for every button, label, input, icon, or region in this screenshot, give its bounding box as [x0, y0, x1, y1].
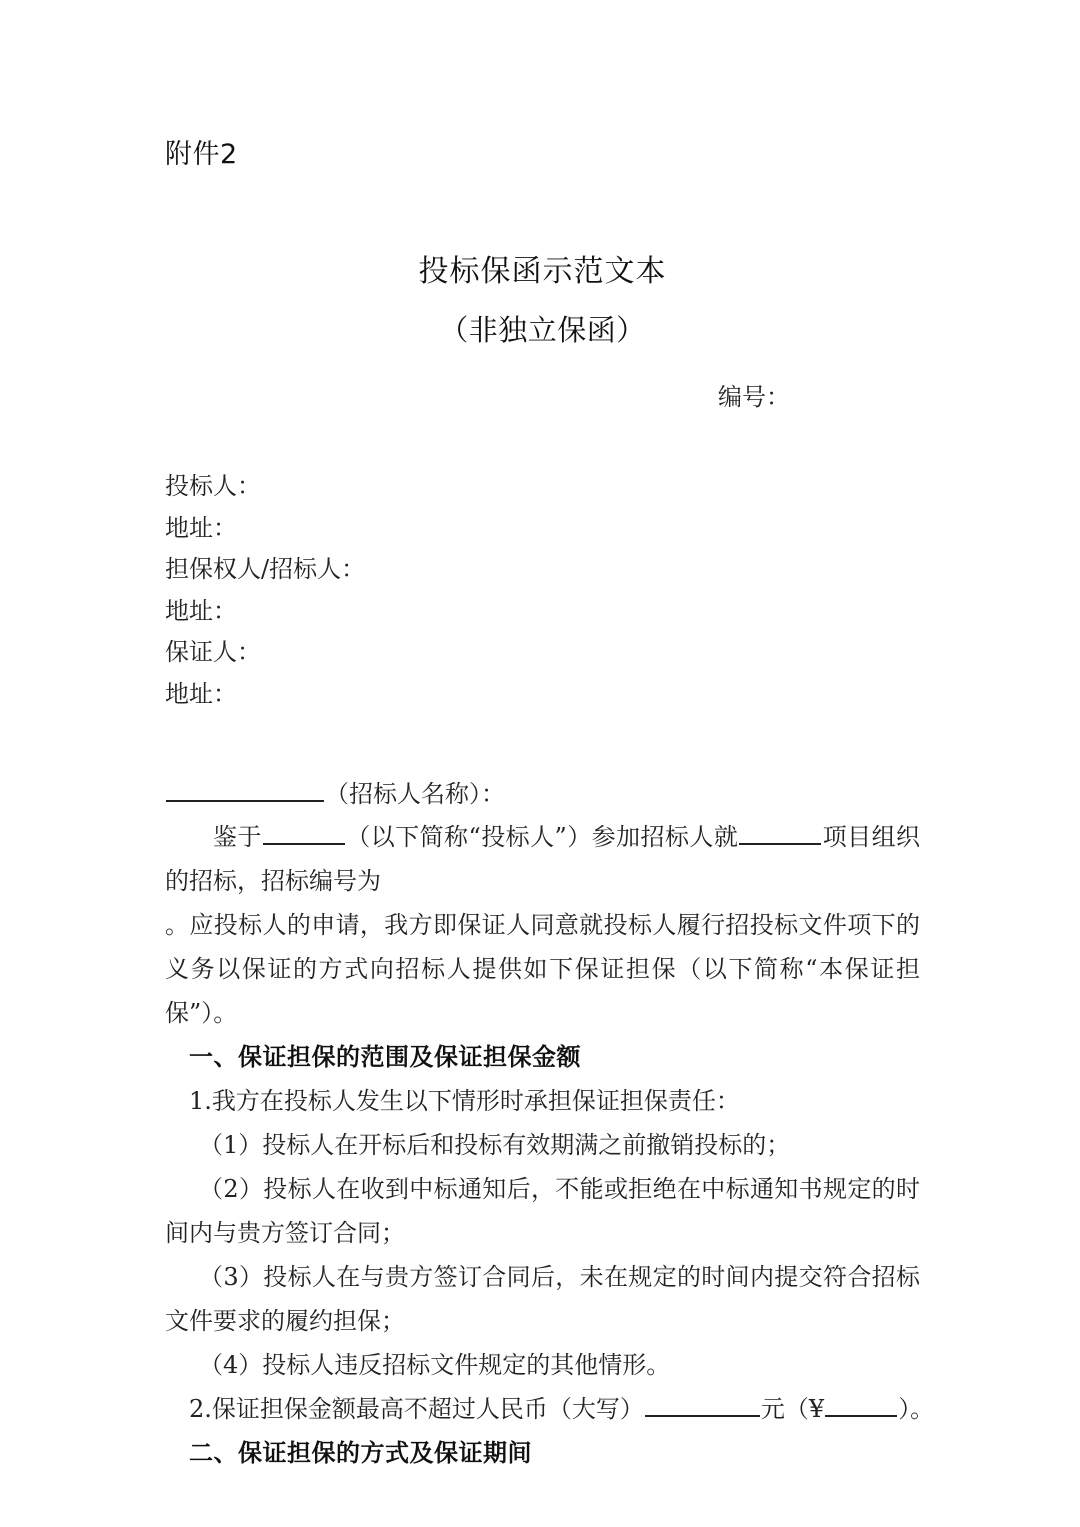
section-heading-one: 一、保证担保的范围及保证担保金额: [189, 1043, 581, 1071]
project-name-blank[interactable]: [739, 818, 821, 845]
clause-1-text: 1.我方在投标人发生以下情形时承担保证担保责任：: [189, 1087, 740, 1115]
page-title: 投标保函示范文本: [418, 254, 667, 289]
clause-1-sub-2: [165, 1167, 920, 1255]
opening-paragraph-continued: [165, 903, 920, 1035]
attachment-label: 附件2: [165, 139, 238, 170]
clause-1-sub-4-text: （4）投标人违反招标文件规定的其他情形。: [199, 1351, 671, 1379]
opening-segment-1: 鉴于: [213, 823, 262, 851]
clause-2-segment-3: ）。: [898, 1395, 935, 1423]
salutation-blank[interactable]: [166, 775, 324, 802]
amount-in-figures-blank[interactable]: [825, 1390, 897, 1417]
party-line-bidder: 投标人：: [165, 472, 261, 500]
clause-1-sub-1-text: （1）投标人在开标后和投标有效期满之前撤销投标的；: [199, 1131, 791, 1159]
document-body: [165, 0, 935, 1475]
clause-2-segment-2: 元（¥: [760, 1395, 825, 1423]
page-subtitle: （非独立保函）: [439, 313, 646, 347]
clause-1-sub-4: [165, 1343, 920, 1387]
clause-2-amount: [165, 1387, 935, 1431]
party-line-bidder-address: 地址：: [165, 513, 237, 542]
amount-in-words-blank[interactable]: [645, 1390, 760, 1417]
serial-number-label: 编号：: [718, 383, 790, 411]
clause-1: [165, 1079, 920, 1123]
salutation-line: [165, 773, 920, 815]
opening-segment-4: 。应投标人的申请，我方即保证人同意就投标人履行招投标文件项下的义务以保证的方式向招标人提供如下保证担保（以下简称“本保证担保”）。: [165, 911, 920, 1027]
opening-paragraph: [165, 815, 920, 903]
clause-1-sub-1: [165, 1123, 920, 1167]
party-line-beneficiary: 担保权人/招标人：: [165, 555, 366, 583]
salutation-text: （招标人名称）：: [325, 780, 505, 808]
clause-2-segment-1: 2.保证担保金额最高不超过人民币（大写）: [189, 1395, 644, 1423]
party-line-guarantor: 保证人：: [165, 638, 261, 666]
clause-1-sub-3-text: （3）投标人在与贵方签订合同后，未在规定的时间内提交符合招标文件要求的履约担保；: [165, 1263, 920, 1335]
opening-segment-2: （以下简称“投标人”）参加招标人就: [345, 823, 739, 851]
clause-1-sub-2-text: （2）投标人在收到中标通知后，不能或拒绝在中标通知书规定的时间内与贵方签订合同；: [165, 1175, 920, 1247]
bidder-name-blank[interactable]: [263, 818, 345, 845]
opening-segment-3: 项目组织的招标，招标编号为: [165, 823, 921, 895]
party-line-guarantor-address: 地址：: [165, 679, 237, 708]
section-heading-two: 二、保证担保的方式及保证期间: [189, 1439, 532, 1467]
clause-1-sub-3: [165, 1255, 920, 1343]
party-line-beneficiary-address: 地址：: [165, 596, 237, 625]
party-information-block: [165, 466, 920, 715]
